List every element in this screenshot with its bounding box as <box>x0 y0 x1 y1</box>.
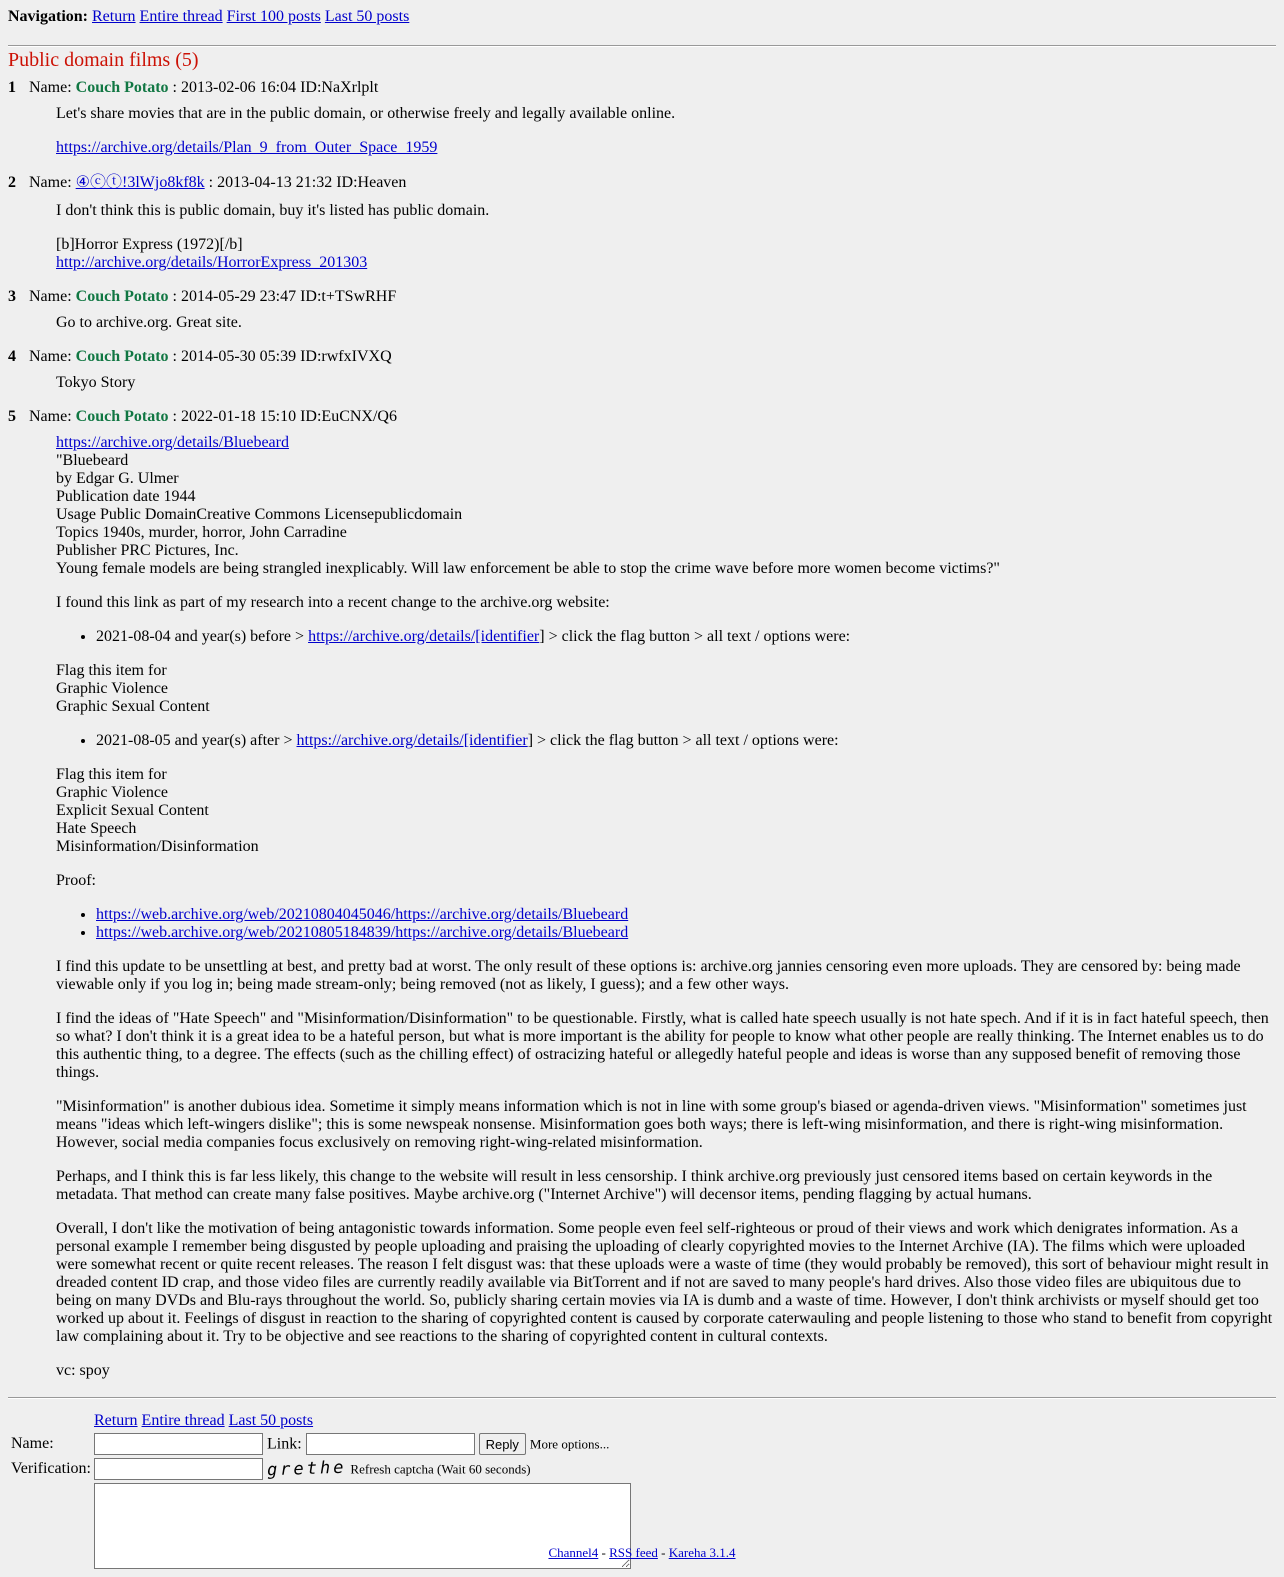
footer-rss-link[interactable]: RSS feed <box>609 1545 658 1560</box>
proof-list <box>56 906 1276 942</box>
post-meta: : 2022-01-18 15:10 ID:EuCNX/Q6 <box>168 408 397 425</box>
poster-tripcode-link[interactable]: ④ⓒⓣ!3lWjo8kf8k <box>75 174 205 191</box>
post-link[interactable]: http://archive.org/details/HorrorExpress_201303 <box>56 254 368 271</box>
post-number[interactable]: 2 <box>8 174 16 191</box>
refresh-captcha-link[interactable]: Refresh captcha (Wait 60 seconds) <box>350 1461 531 1477</box>
name-label: Name: <box>29 174 72 191</box>
verification-label: Verification: <box>11 1460 91 1477</box>
footer-channel4-link[interactable]: Channel4 <box>548 1545 599 1560</box>
post-paragraph: Perhaps, and I think this is far less likely, this change to the website will result in less censorship. I think archive.org previously just censored items based on certain keywords in the metadata. That method can create many false positives. Maybe archive.org ("Internet Archive") will decensor items, pending flagging by actual humans. <box>56 1168 1213 1203</box>
post-body <box>56 374 1276 392</box>
list-item: • 2021-08-05 and year(s) after > https://archive.org/details/[identifier] > click the flag button > all text / options were: <box>96 732 1276 750</box>
footer-kareha-link[interactable]: Kareha 3.1.4 <box>668 1545 736 1560</box>
name-label: Name: <box>29 79 72 96</box>
post-1 <box>8 79 1276 157</box>
nav-return-link[interactable]: Return <box>92 8 136 25</box>
post-2 <box>8 174 1276 272</box>
post-meta: : 2013-04-13 21:32 ID:Heaven <box>204 174 407 191</box>
footer: Channel4 - RSS feed - Kareha 3.1.4 <box>548 1545 736 1560</box>
post-text: Tokyo Story <box>56 374 136 391</box>
post-3 <box>8 288 1276 332</box>
poster-name: Couch Potato <box>75 408 169 425</box>
post-paragraph: I find the ideas of "Hate Speech" and "Misinformation/Disinformation" to be questionable. Firstly, what is called hate speech usually is not hate spech. And if it is in fact hateful speech, then so what? I don't think it is a great idea to be a hateful person, but what is more important is the ability for people to know what other people are really thinking. The Internet enables us to do this authentic thing, to a degree. The effects (such as the chilling effect) of ostracizing hateful or allegedly hateful people and ideas is worse than any supposed benefit of removing those things. <box>56 1010 1269 1081</box>
flag-line: Graphic Violence <box>56 680 169 697</box>
form-entire-thread-link[interactable]: Entire thread <box>141 1412 225 1429</box>
reply-button[interactable]: Reply <box>479 1433 526 1455</box>
list-item <box>96 906 1276 924</box>
post-number[interactable]: 1 <box>8 79 16 96</box>
post-text: Let's share movies that are in the public domain, or otherwise freely and legally available online. <box>56 105 676 122</box>
post-4 <box>8 348 1276 392</box>
form-last-50-link[interactable]: Last 50 posts <box>228 1412 314 1429</box>
flag-line: Flag this item for <box>56 662 167 679</box>
proof-link[interactable]: https://web.archive.org/web/20210804045046/https://archive.org/details/Bluebeard <box>96 906 629 923</box>
post-paragraph: I find this update to be unsettling at best, and pretty bad at worst. The only result of these options is: archive.org jannies censoring even more uploads. They are censored by: being made viewable only if you log in; being made stream-only; being removed (not as likely, I guess); and a few other ways. <box>56 958 1241 993</box>
nav-entire-thread-link[interactable]: Entire thread <box>139 8 223 25</box>
poster-name: Couch Potato <box>75 348 169 365</box>
flag-line: Graphic Violence <box>56 784 169 801</box>
captcha-image: grethe <box>266 1457 347 1480</box>
navigation-bar <box>8 8 1276 26</box>
flag-line: Explicit Sexual Content <box>56 802 209 819</box>
nav-last-50-link[interactable]: Last 50 posts <box>324 8 410 25</box>
quote-line: "Bluebeard <box>56 452 129 469</box>
post-text: [b]Horror Express (1972)[/b] <box>56 236 243 253</box>
quote-line: Young female models are being strangled inexplicably. Will law enforcement be able to stop the crime wave before more women become victims?" <box>56 560 1000 577</box>
thread-title: Public domain films (5) <box>8 49 199 71</box>
post-header <box>8 408 1276 426</box>
link-input[interactable] <box>306 1433 475 1455</box>
quote-line: Publication date 1944 <box>56 488 196 505</box>
name-label: Name: <box>29 288 72 305</box>
nav-first-100-link[interactable]: First 100 posts <box>226 8 321 25</box>
quote-line: Usage Public DomainCreative Commons Licensepublicdomain <box>56 506 463 523</box>
form-return-link[interactable]: Return <box>94 1412 138 1429</box>
post-body <box>56 434 1276 1380</box>
post-meta: : 2013-02-06 16:04 ID:NaXrlplt <box>168 79 379 96</box>
bullet-list <box>56 628 1276 646</box>
post-header <box>8 174 1276 192</box>
post-header <box>8 348 1276 366</box>
proof-label: Proof: <box>56 872 96 889</box>
flag-line: Graphic Sexual Content <box>56 698 210 715</box>
divider <box>8 45 1276 47</box>
flag-line: Misinformation/Disinformation <box>56 838 259 855</box>
post-body <box>56 202 1276 272</box>
poster-name: Couch Potato <box>75 79 169 96</box>
post-text: I don't think this is public domain, buy it's listed has public domain. <box>56 202 490 219</box>
quote-line: by Edgar G. Ulmer <box>56 470 179 487</box>
post-body <box>56 105 1276 157</box>
post-meta: : 2014-05-30 05:39 ID:rwfxIVXQ <box>168 348 392 365</box>
divider <box>8 1397 1276 1399</box>
post-meta: : 2014-05-29 23:47 ID:t+TSwRHF <box>168 288 397 305</box>
identifier-link[interactable]: https://archive.org/details/[identifier <box>296 732 528 749</box>
quote-line: Topics 1940s, murder, horror, John Carradine <box>56 524 347 541</box>
post-header <box>8 79 1276 97</box>
quote-line: Publisher PRC Pictures, Inc. <box>56 542 239 559</box>
identifier-link[interactable]: https://archive.org/details/[identifier <box>308 628 540 645</box>
post-paragraph: Overall, I don't like the motivation of being antagonistic towards information. Some people even feel self-righteous or proud of their views and work which denigrates information. As a personal example I remember being disgusted by people uploading and praising the uploading of clearly copyrighted movies to the Internet Archive (IA). The films which were uploaded were somewhat recent or quite recent releases. The reason I felt disgust was: that these uploads were a waste of time (they would probably be removed), this sort of behaviour might result in dreaded content ID crap, and those video files are currently readily available via BitTorrent and if not are saved to many people's hard drives. Also those video files are ubiquitous due to being on many DVDs and Blu-rays throughout the world. So, publicly sharing certain movies via IA is dumb and a waste of time. However, I don't think archivists or myself should get too worked up about it. Feelings of disgust in reaction to the sharing of copyrighted content is caused by corporate caterwauling and people listening to those who stand to benefit from copyright law complaining about it. Try to be objective and see reactions to the sharing of copyrighted content in cultural contexts. <box>56 1220 1273 1345</box>
flag-line: Flag this item for <box>56 766 167 783</box>
list-item: • 2021-08-04 and year(s) before > https://archive.org/details/[identifier] > click the flag button > all text / options were: <box>96 628 1276 646</box>
bluebeard-link[interactable]: https://archive.org/details/Bluebeard <box>56 434 289 451</box>
post-paragraph: "Misinformation" is another dubious idea. Sometime it simply means information which is not in line with some group's biased or agenda-driven views. "Misinformation" sometimes just means "ideas which left-wingers dislike"; this is some newspeak nonsense. Misinformation goes both ways; there is left-wing misinformation, and there is right-wing misinformation. However, social media companies focus exclusively on removing right-wing-related misinformation. <box>56 1098 1247 1151</box>
post-text: Go to archive.org. Great site. <box>56 314 242 331</box>
post-signature: vc: spoy <box>56 1362 110 1379</box>
name-label: Name: <box>29 348 72 365</box>
bullet-list <box>56 732 1276 750</box>
post-number[interactable]: 5 <box>8 408 16 425</box>
post-number[interactable]: 4 <box>8 348 16 365</box>
post-link[interactable]: https://archive.org/details/Plan_9_from_Outer_Space_1959 <box>56 139 438 156</box>
name-label: Name: <box>29 408 72 425</box>
verification-input[interactable] <box>94 1458 263 1480</box>
proof-link[interactable]: https://web.archive.org/web/20210805184839/https://archive.org/details/Bluebeard <box>96 924 629 941</box>
poster-name: Couch Potato <box>75 288 169 305</box>
link-field-label: Link: <box>267 1435 302 1453</box>
post-number[interactable]: 3 <box>8 288 16 305</box>
post-5 <box>8 408 1276 1380</box>
more-options-link[interactable]: More options... <box>529 1436 610 1452</box>
post-body <box>56 314 1276 332</box>
name-field-label: Name: <box>11 1435 54 1452</box>
navigation-label: Navigation: <box>8 8 88 25</box>
post-header <box>8 288 1276 306</box>
name-input[interactable] <box>94 1433 263 1455</box>
list-item <box>96 924 1276 942</box>
post-text: I found this link as part of my research into a recent change to the archive.org website: <box>56 594 610 611</box>
flag-line: Hate Speech <box>56 820 137 837</box>
